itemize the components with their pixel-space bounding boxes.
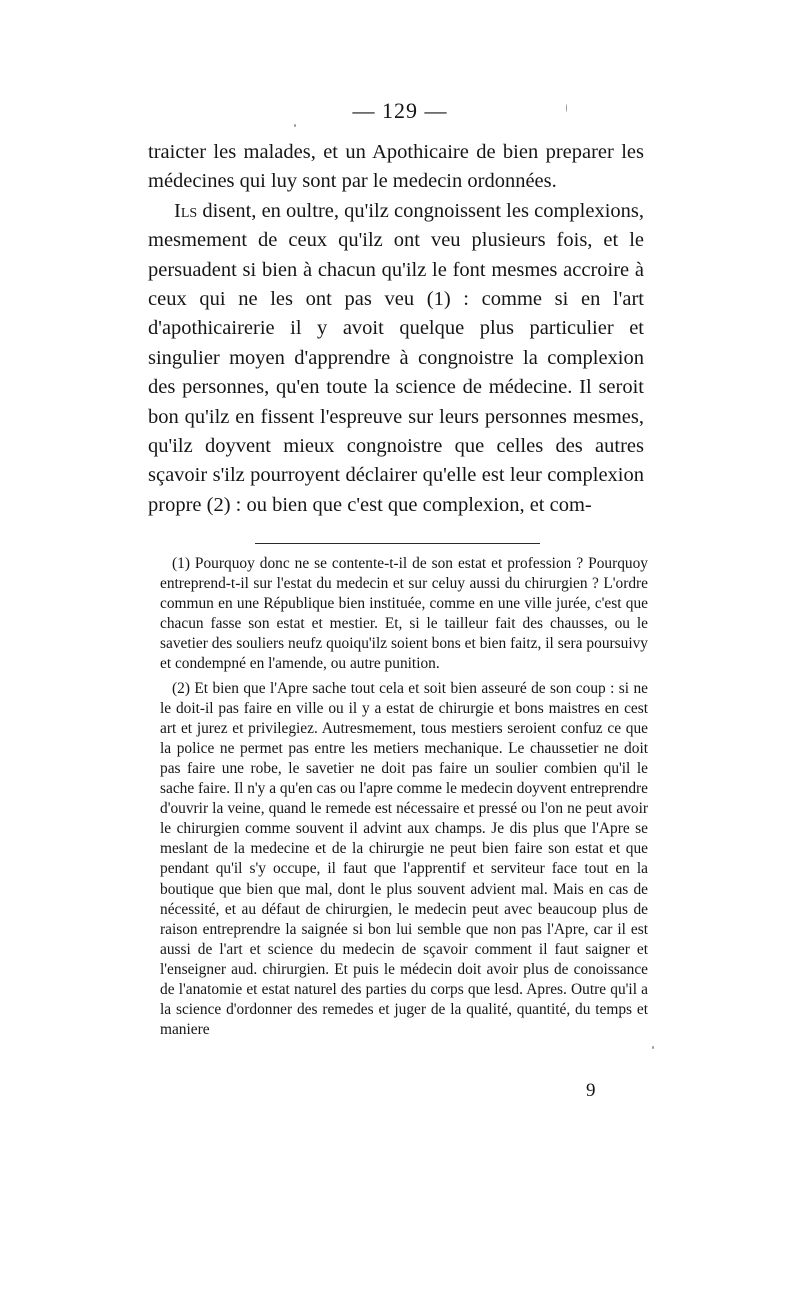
page-number: — 129 — [352,98,448,123]
footnote-1: (1) Pourquoy donc ne se contente-t-il de son estat et profession ? Pourquoy entreprend-t-il sur l'estat du medecin et sur celuy aussi du chirurgien ? L'ordre commun en une République bien instituée, comme en une ville jurée, c'est que chacun fasse son estat et mestier. Et, si le tailleur fait des chausses, ou le savetier des souliers neufz quoiqu'ilz soient bons et bien faitz, il sera poursuivy et condempné en l'amende, ou autre punition. [160,555,648,673]
paragraph-2-lead: Ils [174,199,198,222]
print-speck [652,1046,654,1049]
paragraph-2 [148,197,644,520]
paragraph-1: traicter les malades, et un Apothicaire de bien preparer les médecines qui luy sont par le medecin ordonnées. [148,141,644,193]
print-speck [566,104,567,112]
paragraph-2-text: disent, en oultre, qu'ilz congnoissent les complexions, mesmement de ceux qu'ilz ont veu plusieurs fois, et le persuadent si bien à chacun qu'ilz le font mesmes accroire à ceux qui ne les ont pas veu (1) : comme si en l'art d'apothicairerie il y avoit quelque plus particulier et singulier moyen d'apprendre à congnoistre la complexion des personnes, qu'en toute la science de médecine. Il seroit bon qu'ilz en fissent l'espreuve sur leurs personnes mesmes, qu'ilz doyvent mieux congnoistre que celles des autres sçavoir s'ilz pourroyent déclairer qu'elle est leur complexion propre (2) : ou bien que c'est que complexion, et com- [148,199,644,516]
main-text [148,138,644,520]
footnote-2: (2) Et bien que l'Apre sache tout cela et soit bien asseuré de son coup : si ne le doit-il pas faire en ville ou il y a estat de chirurgie et bons maistres en cest art et jurez et privilegiez. Autresmement, tous mestiers seroient confuz ce que la police ne permet pas entre les metiers mechanique. Le chaussetier ne doit pas faire une robe, le savetier ne doit pas faire un soulier combien qu'il le sache faire. Il n'y a qu'en cas ou l'apre comme le medecin doyvent entreprendre d'ouvrir la veine, quand le remede est nécessaire et pressé ou l'on ne peut avoir le chirurgien comme souvent il advint aux champs. Je dis plus que l'Apre se meslant de la medecine et de la chirurgie ne peut bien faire son estat et que pendant qu'il s'y occupe, il faut que l'apprentif et serviteur face tout en la boutique que bien que mal, dont le plus souvent advient mal. Mais en cas de nécessité, et au défaut de chirurgien, le medecin peut avec beaucoup plus de raison entreprendre la saignée si bon lui semble que non pas l'Apre, car il est aussi de l'art et science du medecin de sçavoir comment il faut saigner et l'enseigner aud. chirurgien. Et puis le médecin doit avoir plus de conoissance de l'anatomie et estat naturel des parties du corps que lesd. Apres. Outre qu'il a la science d'ordonner des remedes et juger de la qualité, quantité, du temps et maniere [160,679,648,1039]
footnote-divider [255,543,540,544]
signature-mark: 9 [586,1080,596,1101]
footnotes [160,554,648,1044]
print-speck [294,124,296,127]
